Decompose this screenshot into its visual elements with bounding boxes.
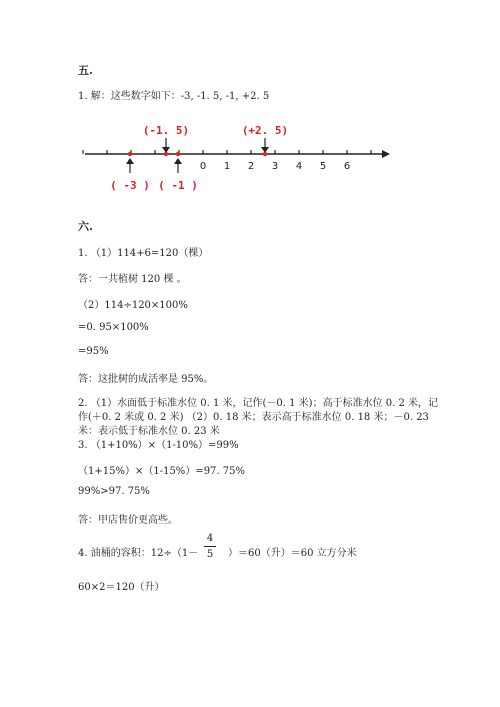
answer-line-2: 答：一共植树 120 棵 。 bbox=[78, 274, 187, 285]
label-minus-1-5: (-1. 5) bbox=[142, 124, 190, 137]
answer-line-1: 1. （1）114+6=120（棵） bbox=[78, 248, 209, 259]
answer-line-5: =95% bbox=[78, 346, 109, 357]
label-minus-1: ( -1 ) bbox=[158, 179, 198, 192]
answer-4-last-line: 60×2＝120（升） bbox=[78, 582, 165, 593]
section-5-heading: 五. bbox=[78, 64, 93, 77]
answer-line-6: 答：这批树的成活率是 95%。 bbox=[78, 374, 214, 385]
answer-line-3: （2）114÷120×100% bbox=[78, 300, 188, 311]
fraction-bar bbox=[204, 546, 216, 547]
fraction-numerator: 4 bbox=[206, 533, 214, 544]
arrow-up-minus-3-head bbox=[126, 158, 134, 164]
number-line-tick-label: 5 bbox=[319, 161, 327, 172]
answer-line-13: 答：甲店售价更高些。 bbox=[78, 515, 178, 526]
number-line-tick-label: 0 bbox=[199, 161, 207, 172]
point-plus-2-5 bbox=[263, 152, 267, 156]
label-minus-3: ( -3 ) bbox=[110, 179, 150, 192]
answer-line-9: 米：表示低于标准水位 0. 23 米 bbox=[78, 426, 220, 437]
answer-4-suffix: ）＝60（升）＝60 立方分米 bbox=[228, 548, 357, 559]
answer-1-text: 1. 解：这些数字如下：-3, -1. 5, -1, +2. 5 bbox=[78, 91, 270, 102]
answer-line-4: =0. 95×100% bbox=[78, 322, 149, 333]
number-line-tick-label: 4 bbox=[295, 161, 303, 172]
section-6-heading: 六. bbox=[78, 220, 93, 233]
number-line-tick-label: 2 bbox=[247, 161, 255, 172]
point-minus-1-5 bbox=[164, 152, 168, 156]
point-minus-1 bbox=[176, 152, 180, 156]
number-line-tick-label: 6 bbox=[343, 161, 351, 172]
number-line bbox=[80, 118, 390, 198]
number-line-tick-label: 3 bbox=[271, 161, 279, 172]
answer-4-prefix: 4. 油桶的容积：12÷（1－ bbox=[78, 548, 199, 559]
answer-line-12: 99%>97. 75% bbox=[78, 486, 150, 497]
point-minus-3 bbox=[128, 152, 132, 156]
arrow-up-minus-1-head bbox=[174, 158, 182, 164]
number-line-arrowhead bbox=[382, 150, 390, 158]
answer-line-11: （1+15%）×（1-15%）=97. 75% bbox=[78, 466, 246, 477]
label-plus-2-5: (+2. 5) bbox=[241, 124, 289, 137]
number-line-tick-label: 1 bbox=[223, 161, 231, 172]
answer-line-8: 作(＋0. 2 米或 0. 2 米) （2）0. 18 米；表示高于标准水位 0. 18 米；－0. 23 bbox=[78, 412, 429, 423]
answer-line-7: 2. （1）水面低于标准水位 0. 1 米，记作(－0. 1 米)；高于标准水位 0. 2 米，记 bbox=[78, 398, 439, 409]
fraction-denominator: 5 bbox=[206, 549, 214, 560]
answer-line-10: 3. （1+10%）×（1-10%）=99% bbox=[78, 440, 239, 451]
